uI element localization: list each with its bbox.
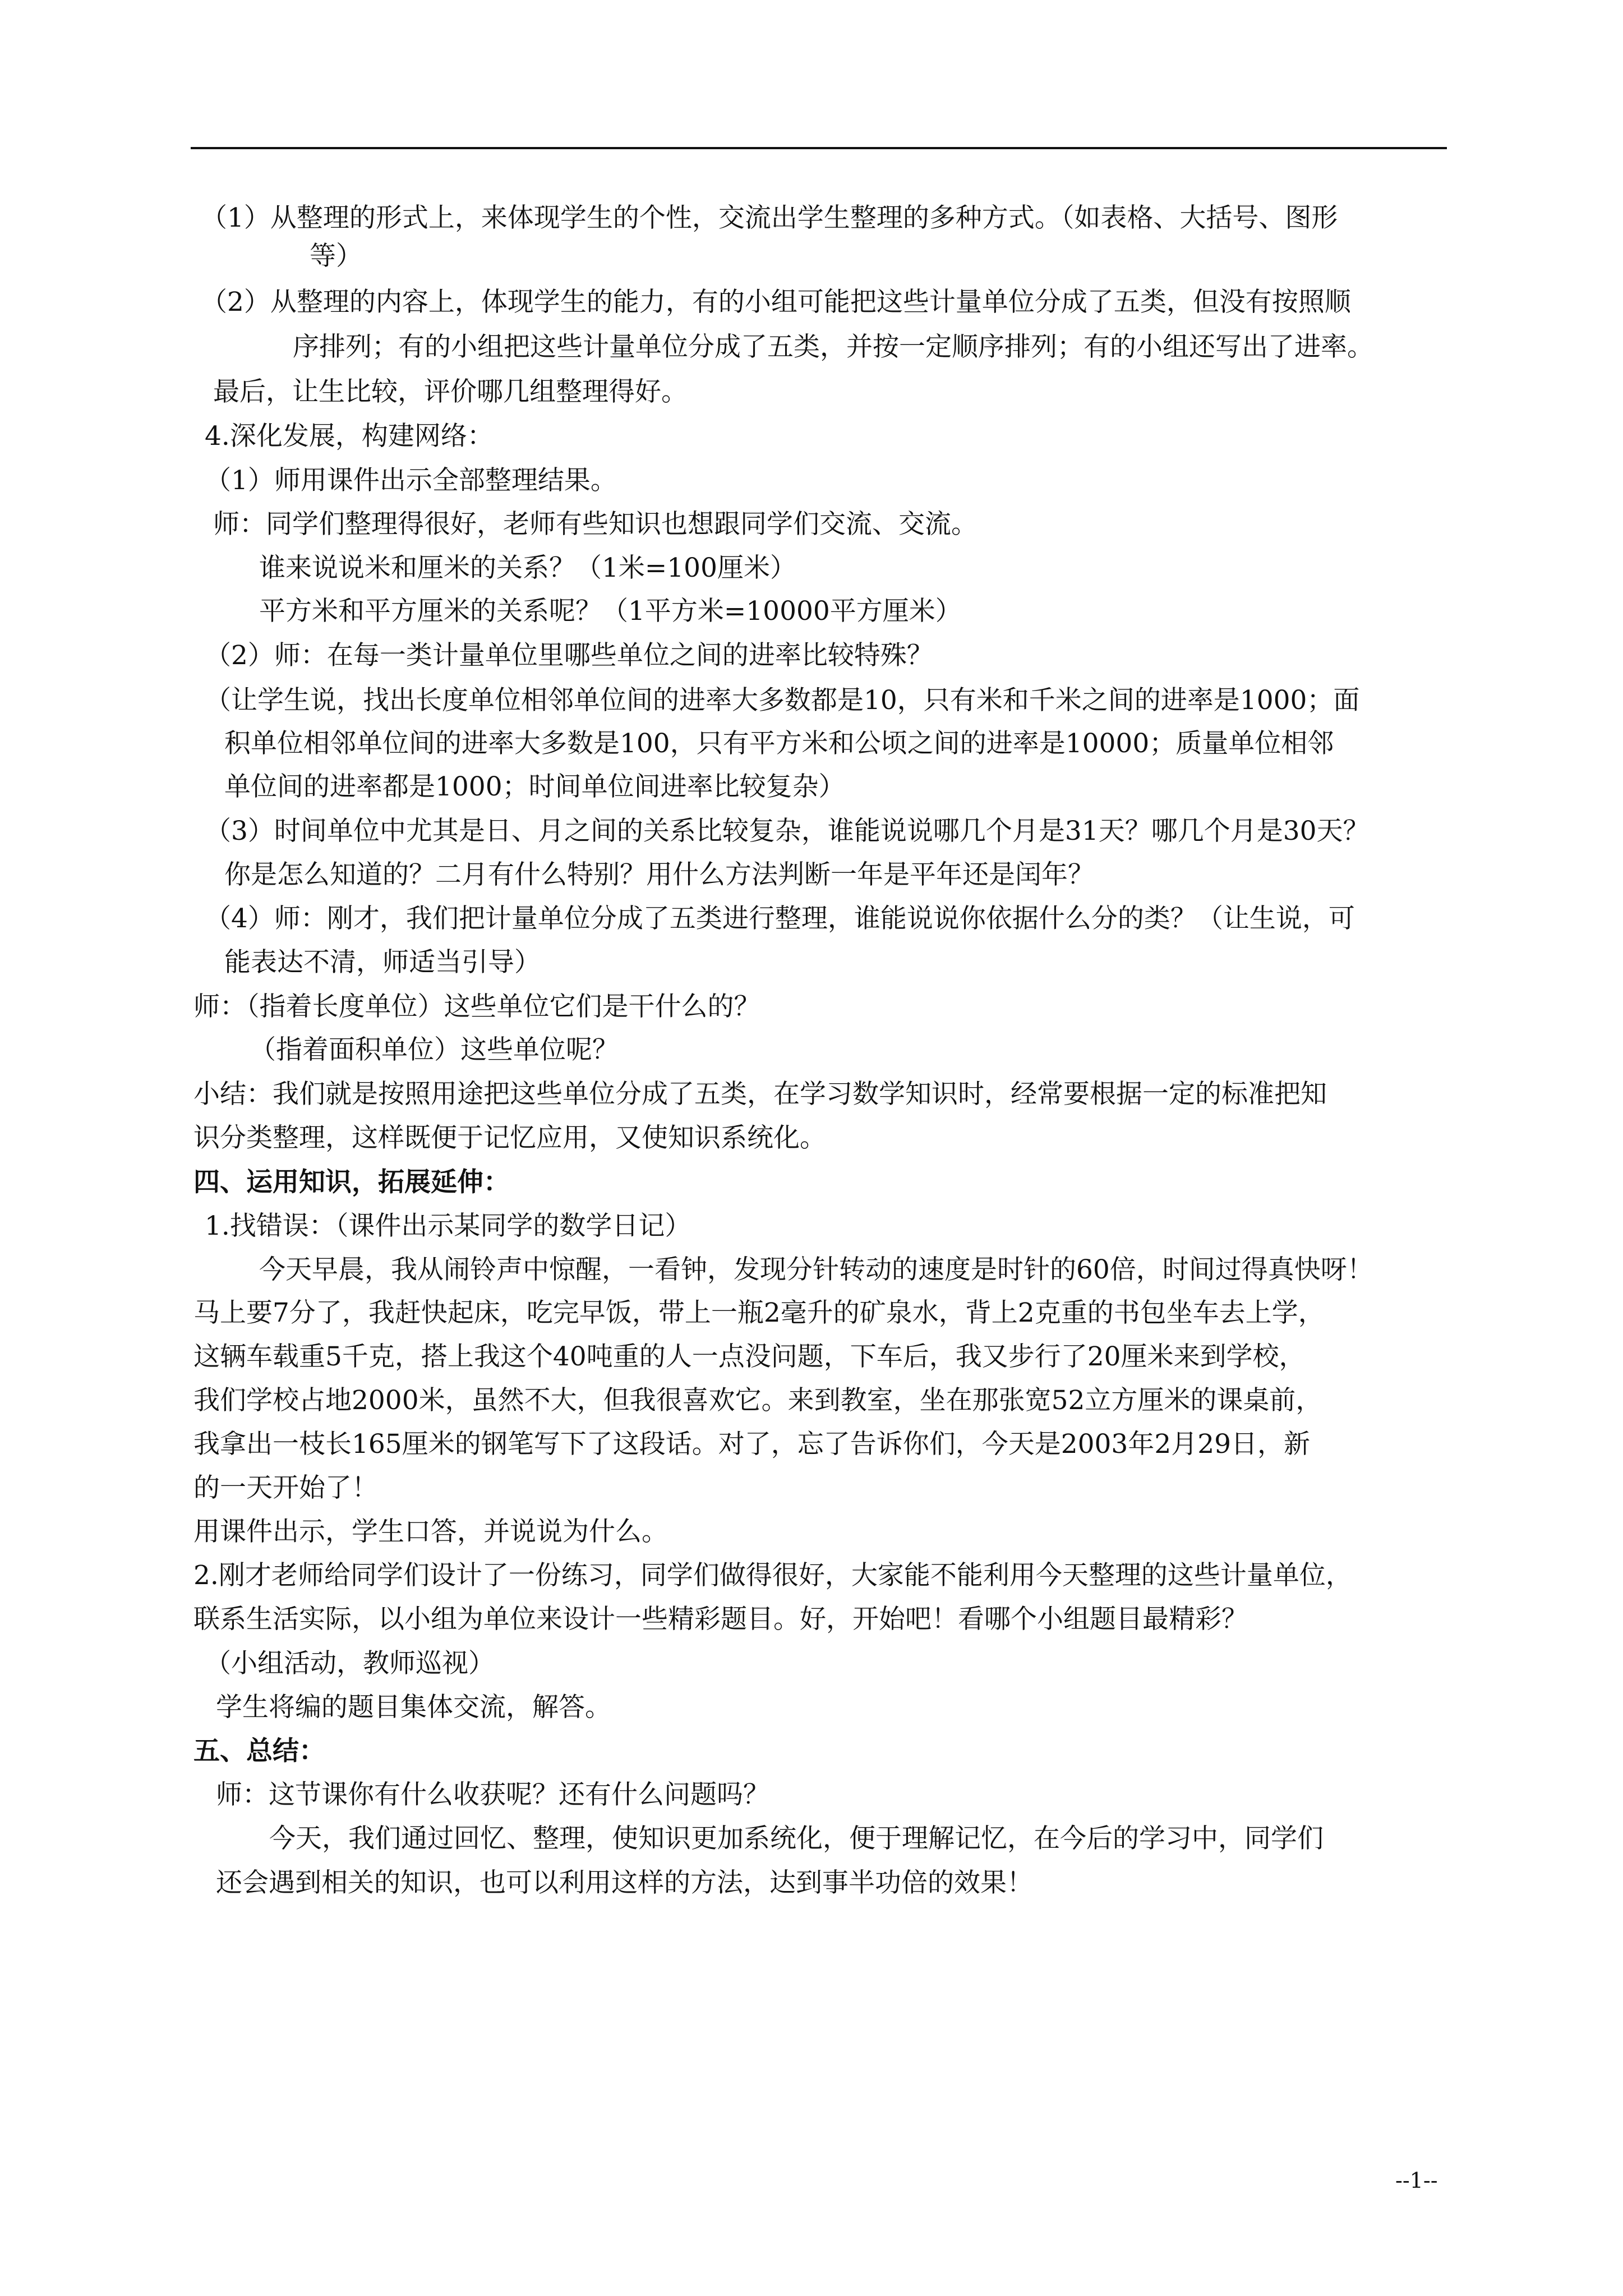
- text-line: 1.找错误：（课件出示某同学的数学日记）: [205, 1211, 691, 1241]
- text-line: 等）: [310, 241, 362, 272]
- text-line: 谁来说说米和厘米的关系？（1米=100厘米）: [259, 553, 796, 583]
- text-line: 最后，让生比较，评价哪几组整理得好。: [213, 376, 688, 407]
- text-line: （小组活动，教师巡视）: [205, 1648, 495, 1679]
- text-line: 我们学校占地2000米，虽然不大，但我很喜欢它。来到教室，坐在那张宽52立方厘米的课桌前，: [193, 1385, 1322, 1416]
- section-heading: 五、总结：: [193, 1736, 325, 1766]
- text-line: 4.深化发展，构建网络：: [205, 421, 494, 452]
- text-line: （让学生说，找出长度单位相邻单位间的进率大多数都是10，只有米和千米之间的进率是1000；面: [205, 685, 1360, 716]
- text-line: 积单位相邻单位间的进率大多数是100，只有平方米和公顷之间的进率是10000；质量单位相邻: [224, 728, 1334, 759]
- header-rule: [191, 147, 1447, 149]
- text-line: 师：同学们整理得很好，老师有些知识也想跟同学们交流、交流。: [213, 509, 978, 540]
- text-line: 今天早晨，我从闹铃声中惊醒，一看钟，发现分针转动的速度是时针的60倍，时间过得真快呀！: [259, 1254, 1373, 1285]
- text-line: 这辆车载重5千克，搭上我这个40吨重的人一点没问题，下车后，我又步行了20厘米来到学校，: [193, 1341, 1306, 1372]
- text-line: 联系生活实际，以小组为单位来设计一些精彩题目。好，开始吧！看哪个小组题目最精彩？: [193, 1604, 1248, 1635]
- text-line: 序排列；有的小组把这些计量单位分成了五类，并按一定顺序排列；有的小组还写出了进率。: [293, 332, 1373, 362]
- text-line: （指着面积单位）这些单位呢？: [250, 1034, 619, 1065]
- text-line: 我拿出一枝长165厘米的钢笔写下了这段话。对了，忘了告诉你们，今天是2003年2月29日，新: [193, 1429, 1311, 1460]
- text-line: （2）从整理的内容上，体现学生的能力，有的小组可能把这些计量单位分成了五类，但没有按照顺: [201, 287, 1351, 318]
- text-line: 单位间的进率都是1000；时间单位间进率比较复杂）: [224, 771, 845, 802]
- text-line: 师：这节课你有什么收获呢？还有什么问题吗？: [216, 1779, 769, 1810]
- text-line: （3）时间单位中尤其是日、月之间的关系比较复杂，谁能说说哪几个月是31天？哪几个月是30天？: [205, 816, 1370, 846]
- text-line: 用课件出示，学生口答，并说说为什么。: [193, 1516, 668, 1547]
- text-line: 马上要7分了，我赶快起床，吃完早饭，带上一瓶2毫升的矿泉水，背上2克重的书包坐车去上学，: [193, 1297, 1325, 1328]
- text-line: 的一天开始了！: [193, 1473, 378, 1503]
- section-heading: 四、运用知识，拓展延伸：: [193, 1167, 510, 1198]
- text-line: 识分类整理，这样既便于记忆应用，又使知识系统化。: [193, 1122, 826, 1153]
- text-line: （4）师：刚才，我们把计量单位分成了五类进行整理，谁能说说你依据什么分的类？（让生说，可: [205, 903, 1355, 934]
- text-line: 还会遇到相关的知识，也可以利用这样的方法，达到事半功倍的效果！: [216, 1867, 1033, 1898]
- text-line: 平方米和平方厘米的关系呢？（1平方米=10000平方厘米）: [259, 596, 962, 627]
- text-line: （2）师：在每一类计量单位里哪些单位之间的进率比较特殊？: [205, 640, 933, 671]
- page-number: --1--: [1395, 2168, 1438, 2193]
- text-line: 师：（指着长度单位）这些单位它们是干什么的？: [193, 991, 760, 1022]
- text-line: （1）从整理的形式上，来体现学生的个性，交流出学生整理的多种方式。（如表格、大括号、图形: [201, 203, 1338, 233]
- text-line: 能表达不清，师适当引导）: [224, 947, 541, 978]
- text-line: 学生将编的题目集体交流，解答。: [216, 1692, 611, 1723]
- text-line: 你是怎么知道的？二月有什么特别？用什么方法判断一年是平年还是闰年？: [224, 859, 1094, 890]
- text-line: 2.刚才老师给同学们设计了一份练习，同学们做得很好，大家能不能利用今天整理的这些计量单位，: [193, 1560, 1352, 1591]
- text-line: 今天，我们通过回忆、整理，使知识更加系统化，便于理解记忆，在今后的学习中，同学们: [269, 1823, 1324, 1854]
- text-line: 小结：我们就是按照用途把这些单位分成了五类，在学习数学知识时，经常要根据一定的标准把知: [193, 1079, 1327, 1110]
- text-line: （1）师用课件出示全部整理结果。: [205, 465, 617, 496]
